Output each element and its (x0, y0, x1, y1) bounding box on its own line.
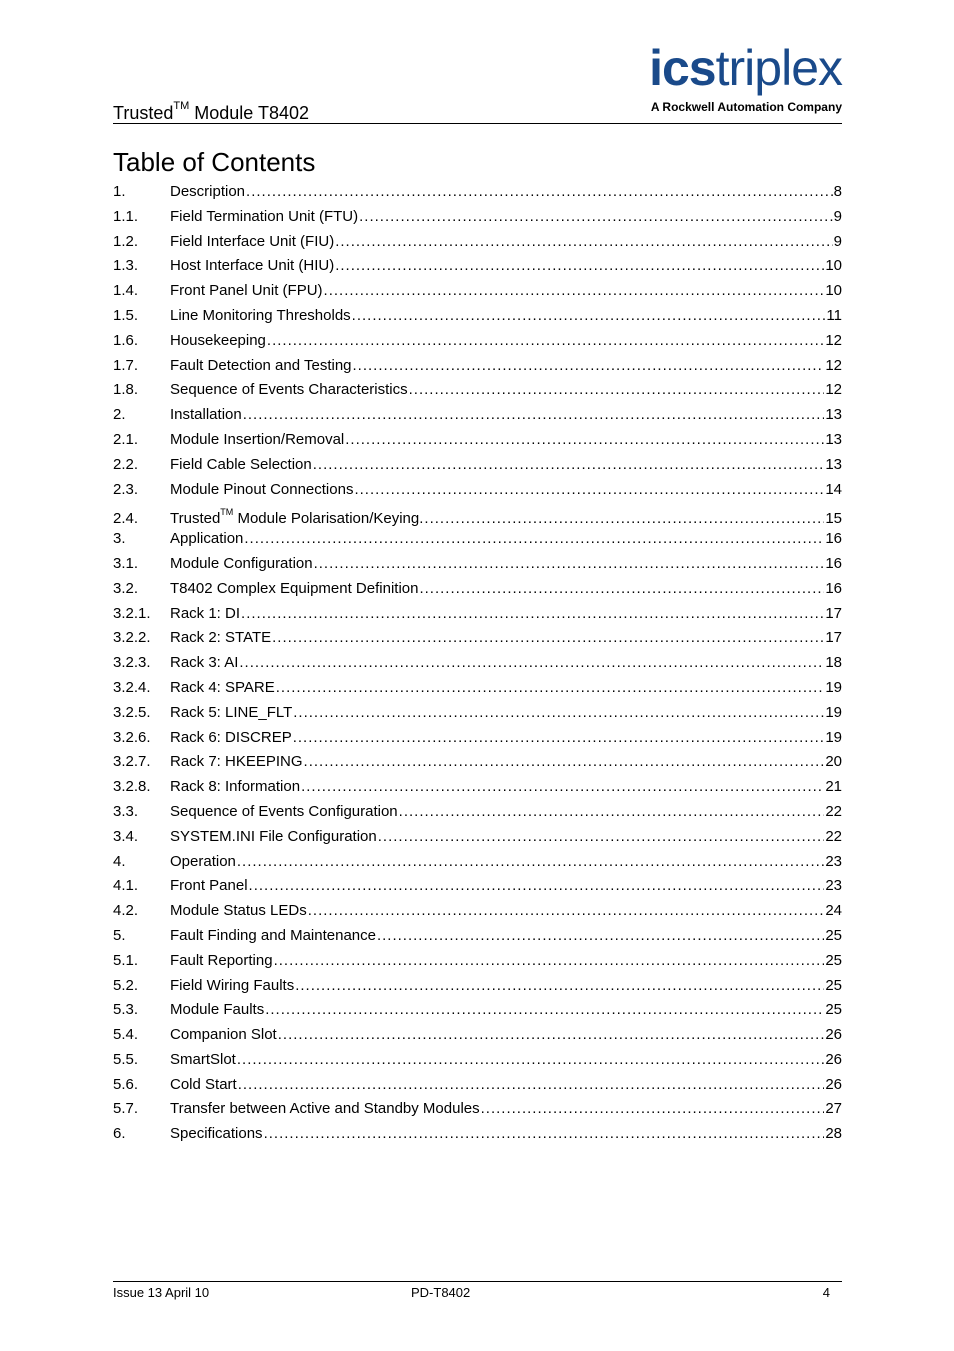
toc-dot-leader (313, 453, 825, 477)
toc-entry-title: Module Pinout Connections (170, 480, 354, 498)
toc-entry-title: Cold Start (170, 1075, 237, 1093)
toc-entry-page: 23 (825, 877, 842, 895)
toc-entry-title: Description (170, 183, 246, 200)
toc-entry-page: 15 (825, 510, 842, 528)
toc-entry-page: 25 (825, 926, 842, 944)
toc-entry-title: Field Wiring Faults (170, 976, 295, 994)
toc-dot-leader (237, 850, 824, 874)
footer-doc-id: PD-T8402 (411, 1285, 471, 1300)
toc-dot-leader (399, 800, 825, 824)
toc-entry[interactable] (113, 378, 842, 403)
toc-entry-title: Front Panel (170, 877, 248, 895)
toc-entry-page: 21 (825, 778, 842, 796)
toc-entry[interactable] (113, 428, 842, 453)
toc-entry-title: Rack 4: SPARE (170, 678, 275, 696)
toc-entry[interactable] (113, 254, 842, 279)
toc-dot-leader (345, 428, 824, 452)
toc-dot-leader (324, 279, 825, 303)
toc-entry[interactable] (113, 329, 842, 354)
toc-dot-leader (308, 899, 825, 923)
toc-entry-page: 27 (825, 1100, 842, 1118)
toc-entry-number: 2.4. (113, 510, 139, 528)
toc-entry-title: Field Cable Selection (170, 455, 312, 473)
toc-entry-title: Line Monitoring Thresholds (170, 306, 351, 324)
toc-dot-leader (378, 825, 825, 849)
toc-entry-number: 3.2.4. (113, 678, 151, 696)
toc-entry[interactable] (113, 478, 842, 503)
toc-entry-page: 17 (825, 629, 842, 647)
toc-entry[interactable] (113, 850, 842, 875)
toc-entry-number: 3.2.8. (113, 778, 151, 796)
toc-entry-page: 19 (825, 728, 842, 746)
toc-entry-page: 12 (825, 331, 842, 349)
toc-entry-page: 26 (825, 1075, 842, 1093)
toc-entry-title: Rack 7: HKEEPING (170, 753, 303, 771)
toc-entry-page: 16 (825, 530, 842, 548)
toc-entry-title: Rack 1: DI (170, 604, 241, 622)
toc-dot-leader (244, 527, 824, 551)
toc-entry-page: 18 (825, 654, 842, 672)
toc-dot-leader (278, 1023, 825, 1047)
toc-entry-title: Fault Finding and Maintenance (170, 926, 376, 944)
toc-entry[interactable] (113, 899, 842, 924)
header-divider (113, 123, 842, 124)
toc-entry-title: Installation (170, 406, 242, 424)
toc-entry-title: Field Interface Unit (FIU) (170, 232, 335, 250)
toc-entry[interactable] (113, 403, 842, 428)
toc-entry-number: 3.2.1. (113, 604, 151, 622)
toc-dot-leader (354, 478, 824, 502)
toc-entry-page: 23 (825, 852, 842, 870)
toc-dot-leader (238, 1073, 825, 1097)
toc-entry-title: Fault Detection and Testing (170, 356, 352, 374)
toc-entry-title: Field Termination Unit (FTU) (170, 207, 359, 225)
trademark-mark: TM (220, 507, 234, 518)
toc-dot-leader (264, 1122, 825, 1146)
toc-entry-number: 2. (113, 406, 126, 424)
toc-dot-leader (359, 205, 833, 229)
toc-entry-title: Operation (170, 852, 236, 870)
toc-entry-page: 25 (825, 1001, 842, 1019)
toc-entry[interactable] (113, 205, 842, 230)
toc-dot-leader (272, 626, 824, 650)
toc-entry-title: T8402 Complex Equipment Definition (170, 579, 419, 597)
toc-entry-number: 4.2. (113, 902, 139, 920)
toc-entry-page: 25 (825, 951, 842, 969)
toc-entry-number: 5.4. (113, 1026, 139, 1044)
table-of-contents (113, 180, 842, 1147)
toc-entry-page: 26 (825, 1050, 842, 1068)
toc-entry-page: 13 (825, 406, 842, 424)
toc-entry-title: Host Interface Unit (HIU) (170, 257, 335, 275)
toc-entry[interactable] (113, 998, 842, 1023)
product-prefix: Trusted (113, 103, 174, 123)
trademark-mark: TM (173, 100, 190, 112)
toc-entry-title: Rack 3: AI (170, 654, 239, 672)
toc-dot-leader (265, 998, 824, 1022)
toc-entry-number: 3.2.3. (113, 654, 151, 672)
logo-ics-text: ics (649, 40, 716, 96)
toc-dot-leader (301, 775, 824, 799)
toc-entry-number: 3.2.2. (113, 629, 151, 647)
toc-entry-number: 1. (113, 183, 126, 200)
toc-dot-leader (239, 651, 824, 675)
toc-entry[interactable] (113, 279, 842, 304)
toc-entry-number: 1.8. (113, 381, 139, 399)
toc-entry[interactable] (113, 750, 842, 775)
toc-entry-page: 16 (825, 554, 842, 572)
toc-entry-number: 4. (113, 852, 126, 870)
toc-entry[interactable] (113, 502, 842, 527)
toc-entry-number: 5. (113, 926, 126, 944)
toc-entry-title: Sequence of Events Configuration (170, 802, 398, 820)
toc-entry-title: Module Faults (170, 1001, 265, 1019)
toc-dot-leader (241, 602, 824, 626)
toc-entry-number: 5.3. (113, 1001, 139, 1019)
toc-entry[interactable] (113, 602, 842, 627)
toc-dot-leader (377, 924, 824, 948)
toc-entry-number: 3.2.5. (113, 703, 151, 721)
toc-entry[interactable] (113, 701, 842, 726)
toc-dot-leader (249, 874, 825, 898)
toc-dot-leader (481, 1097, 825, 1121)
toc-entry-title: Specifications (170, 1125, 263, 1143)
toc-entry-number: 1.7. (113, 356, 139, 374)
toc-entry[interactable] (113, 726, 842, 751)
toc-entry-number: 3.4. (113, 827, 139, 845)
toc-dot-leader (293, 701, 824, 725)
toc-dot-leader (293, 726, 825, 750)
toc-entry-page: 12 (825, 381, 842, 399)
toc-entry-page: 28 (825, 1125, 842, 1143)
toc-entry[interactable] (113, 527, 842, 552)
toc-entry-title: Rack 5: LINE_FLT (170, 703, 293, 721)
toc-entry-page: 9 (833, 232, 842, 250)
toc-entry-page: 25 (825, 976, 842, 994)
toc-entry[interactable] (113, 676, 842, 701)
toc-entry-page: 8 (833, 183, 842, 200)
toc-entry-page: 12 (825, 356, 842, 374)
toc-entry-title: Rack 2: STATE (170, 629, 272, 647)
toc-entry[interactable] (113, 974, 842, 999)
toc-entry-page: 16 (825, 579, 842, 597)
toc-entry-page: 19 (825, 678, 842, 696)
toc-entry-page: 20 (825, 753, 842, 771)
toc-entry-title: SmartSlot (170, 1050, 236, 1068)
toc-entry[interactable] (113, 1023, 842, 1048)
toc-entry[interactable] (113, 949, 842, 974)
toc-entry[interactable] (113, 1048, 842, 1073)
toc-entry-title: SYSTEM.INI File Configuration (170, 827, 377, 845)
toc-dot-leader (237, 1048, 824, 1072)
toc-entry-number: 3.1. (113, 554, 139, 572)
toc-entry-title: Fault Reporting (170, 951, 273, 969)
toc-entry-page: 14 (825, 480, 842, 498)
toc-entry[interactable] (113, 1073, 842, 1098)
toc-entry-number: 2.1. (113, 430, 139, 448)
toc-entry-number: 5.7. (113, 1100, 139, 1118)
toc-entry-title-suffix: Module Polarisation/Keying. (233, 510, 424, 528)
toc-dot-leader (276, 676, 825, 700)
toc-dot-leader (409, 378, 825, 402)
toc-entry[interactable] (113, 1122, 842, 1147)
toc-entry[interactable] (113, 180, 842, 205)
toc-entry-number: 1.5. (113, 306, 139, 324)
toc-entry-number: 3. (113, 530, 126, 548)
toc-entry[interactable] (113, 304, 842, 329)
toc-entry[interactable] (113, 651, 842, 676)
toc-entry-page: 10 (825, 282, 842, 300)
toc-entry-number: 3.2. (113, 579, 139, 597)
toc-entry-page: 19 (825, 703, 842, 721)
toc-dot-leader (352, 304, 826, 328)
toc-entry-title: Rack 8: Information (170, 778, 301, 796)
toc-entry-page: 13 (825, 430, 842, 448)
toc-dot-leader (243, 403, 825, 427)
toc-dot-leader (335, 254, 824, 278)
toc-entry-title: Module Insertion/Removal (170, 430, 345, 448)
toc-entry-number: 4.1. (113, 877, 139, 895)
toc-entry-title: Sequence of Events Characteristics (170, 381, 408, 399)
footer-divider (113, 1281, 842, 1282)
toc-entry-title: Rack 6: DISCREP (170, 728, 292, 746)
toc-entry[interactable] (113, 453, 842, 478)
logo-wordmark (649, 42, 842, 94)
toc-entry[interactable] (113, 552, 842, 577)
toc-entry[interactable] (113, 1097, 842, 1122)
ics-triplex-logo (610, 42, 842, 120)
toc-dot-leader (295, 974, 824, 998)
toc-entry-number: 6. (113, 1125, 126, 1143)
toc-entry-number: 1.4. (113, 282, 139, 300)
toc-entry-title-prefix: Trusted (170, 510, 221, 528)
logo-tagline: A Rockwell Automation Company (650, 100, 842, 114)
toc-entry-title: Housekeeping (170, 331, 266, 349)
toc-entry-number: 1.6. (113, 331, 139, 349)
toc-entry-page: 10 (825, 257, 842, 275)
toc-entry-number: 1.3. (113, 257, 139, 275)
toc-dot-leader (314, 552, 825, 576)
toc-entry-page: 17 (825, 604, 842, 622)
footer-issue: Issue 13 April 10 (113, 1285, 210, 1300)
toc-entry-number: 5.6. (113, 1075, 139, 1093)
toc-entry-number: 3.2.6. (113, 728, 151, 746)
footer-page-number: 4 (822, 1285, 830, 1300)
toc-entry-number: 1.1. (113, 207, 139, 225)
toc-entry-title: Transfer between Active and Standby Modules (170, 1100, 480, 1118)
toc-entry[interactable] (113, 800, 842, 825)
toc-entry-title: Application (170, 530, 244, 548)
toc-dot-leader (353, 354, 825, 378)
toc-entry-page: 22 (825, 802, 842, 820)
toc-entry-title: Front Panel Unit (FPU) (170, 282, 323, 300)
toc-entry[interactable] (113, 775, 842, 800)
logo-triplex-text: triplex (715, 40, 842, 96)
product-suffix: Module T8402 (189, 103, 310, 123)
toc-entry[interactable] (113, 874, 842, 899)
toc-dot-leader (304, 750, 825, 774)
toc-entry-page: 9 (833, 207, 842, 225)
toc-entry-number: 5.1. (113, 951, 139, 969)
toc-entry[interactable] (113, 825, 842, 850)
toc-entry-number: 5.2. (113, 976, 139, 994)
toc-entry[interactable] (113, 354, 842, 379)
toc-entry-number: 3.3. (113, 802, 139, 820)
toc-entry-number: 5.5. (113, 1050, 139, 1068)
toc-entry-title: Module Configuration (170, 554, 313, 572)
toc-entry-page: 24 (825, 902, 842, 920)
toc-entry[interactable] (113, 577, 842, 602)
toc-entry-number: 3.2.7. (113, 753, 151, 771)
toc-dot-leader (246, 180, 833, 204)
toc-entry-page: 13 (825, 455, 842, 473)
toc-dot-leader (335, 230, 832, 254)
toc-entry[interactable] (113, 924, 842, 949)
toc-heading: Table of Contents (113, 147, 316, 177)
document-title (113, 96, 309, 126)
toc-dot-leader (267, 329, 824, 353)
toc-entry-number: 1.2. (113, 232, 139, 250)
toc-entry-page: 22 (825, 827, 842, 845)
toc-entry[interactable] (113, 626, 842, 651)
toc-entry-title: Module Status LEDs (170, 902, 307, 920)
toc-entry-title: Companion Slot (170, 1026, 277, 1044)
toc-entry[interactable] (113, 230, 842, 255)
toc-entry-page: 26 (825, 1026, 842, 1044)
toc-entry-page: 11 (826, 306, 842, 324)
toc-entry-number: 2.3. (113, 480, 139, 498)
toc-entry-number: 2.2. (113, 455, 139, 473)
toc-dot-leader (419, 577, 824, 601)
toc-dot-leader (274, 949, 825, 973)
